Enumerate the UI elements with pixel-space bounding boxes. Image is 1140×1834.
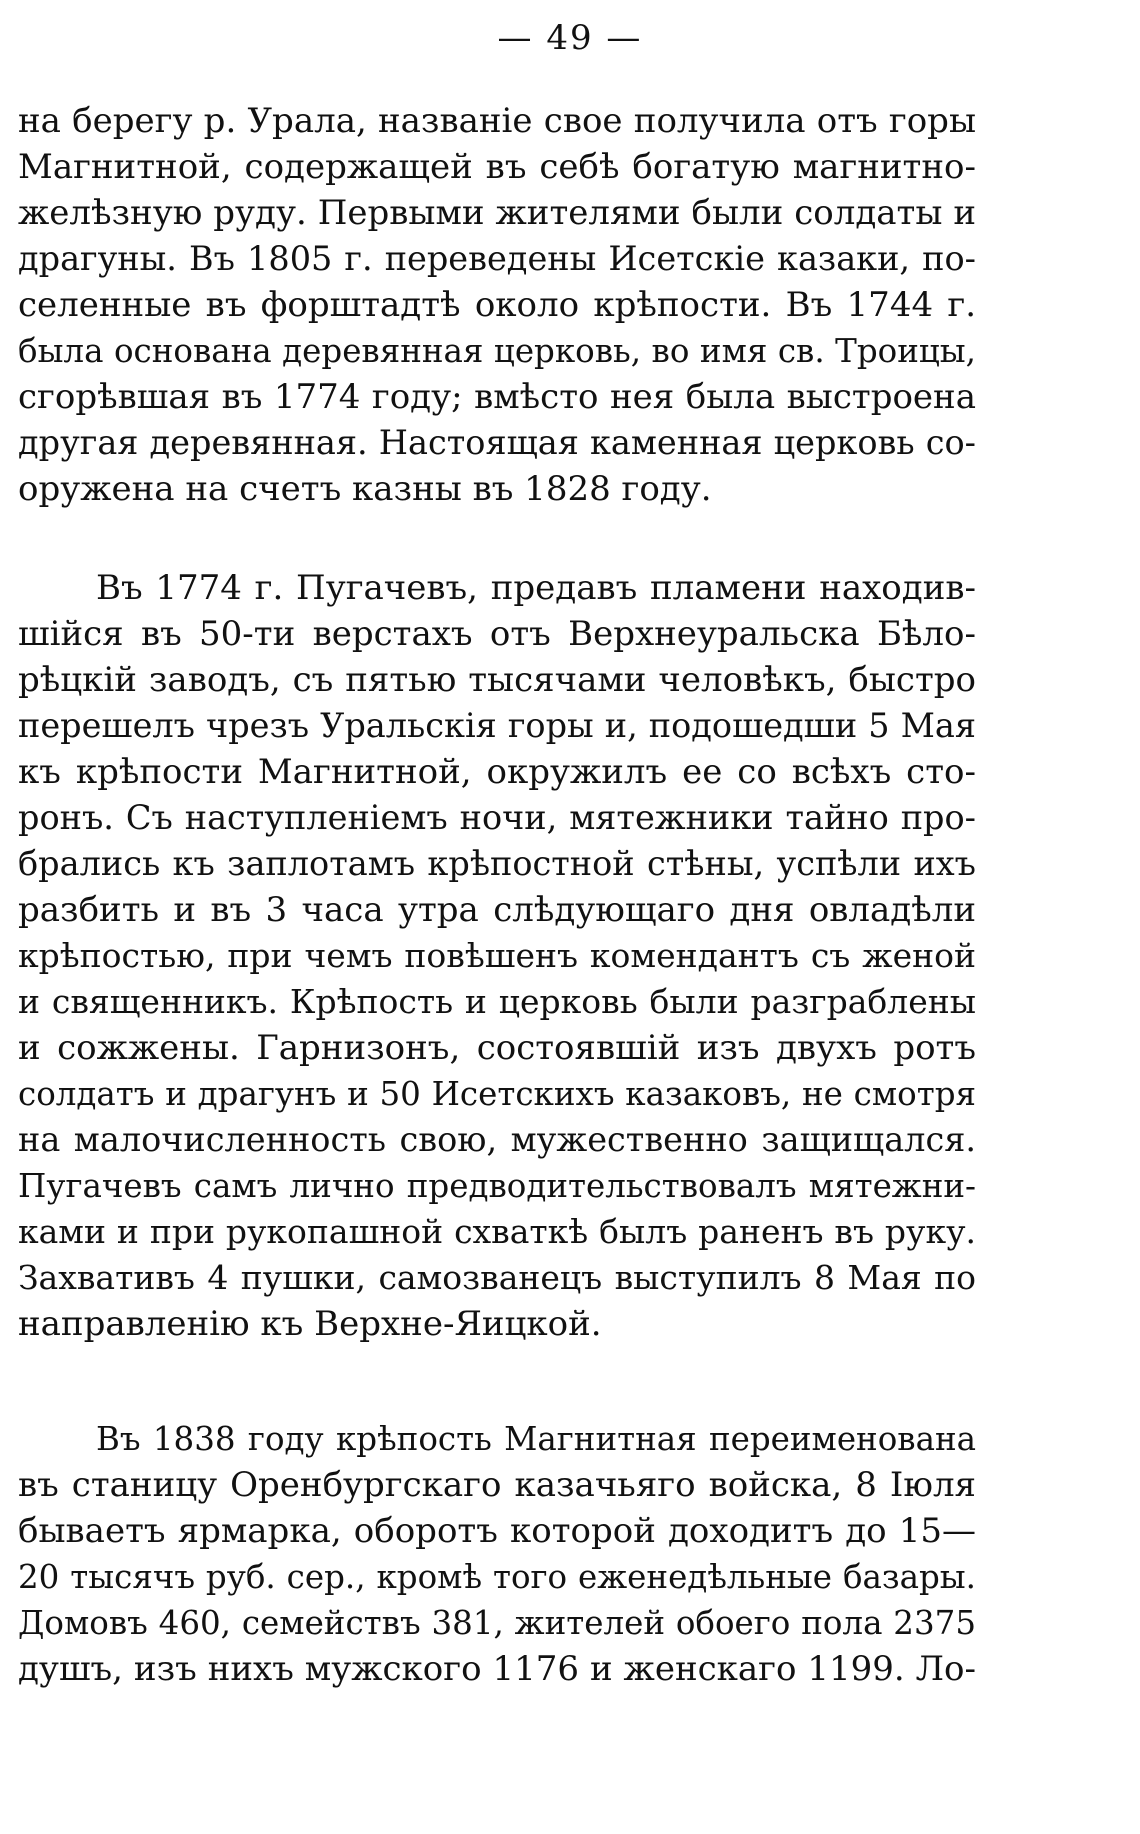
text-line: и священникъ. Крѣпость и церковь были разграблены — [18, 982, 976, 1021]
text-line: желѣзную руду. Первыми жителями были солдаты и — [18, 193, 976, 233]
text-line: другая деревянная. Настоящая каменная церковь со- — [18, 423, 976, 462]
text-line: бываетъ ярмарка, оборотъ которой доходитъ до 15— — [18, 1511, 976, 1551]
text-line: душъ, изъ нихъ мужского 1176 и женскаго 1199. Ло- — [18, 1649, 976, 1689]
text-line: ками и при рукопашной схваткѣ былъ раненъ въ руку. — [18, 1212, 976, 1251]
paragraph-1 — [18, 98, 976, 512]
text-line: шійся въ 50-ти верстахъ отъ Верхнеуральска Бѣло- — [18, 614, 976, 654]
text-line: крѣпостью, при чемъ повѣшенъ комендантъ съ женой — [18, 936, 976, 975]
text-line: драгуны. Въ 1805 г. переведены Исетскіе казаки, по- — [18, 239, 976, 278]
text-line: на малочисленность свою, мужественно защищался. — [18, 1120, 976, 1159]
text-line: брались къ заплотамъ крѣпостной стѣны, успѣли ихъ — [18, 844, 976, 883]
text-line: перешелъ чрезъ Уральскія горы и, подошедши 5 Мая — [18, 706, 976, 745]
text-line: сгорѣвшая въ 1774 году; вмѣсто нея была выстроена — [18, 377, 976, 417]
paragraph-3 — [18, 1416, 976, 1692]
paragraph-2 — [18, 565, 976, 1347]
text-line: и сожжены. Гарнизонъ, состоявшій изъ двухъ ротъ — [18, 1028, 976, 1068]
text-line: къ крѣпости Магнитной, окружилъ ее со всѣхъ сто- — [18, 752, 976, 792]
text-line: 20 тысячъ руб. сер., кромѣ того еженедѣльные базары. — [18, 1558, 976, 1596]
text-line: разбить и въ 3 часа утра слѣдующаго дня овладѣли — [18, 890, 976, 930]
text-line: Пугачевъ самъ лично предводительствовалъ мятежни- — [18, 1167, 976, 1205]
text-line: рѣцкій заводъ, съ пятью тысячами человѣкъ, быстро — [18, 660, 976, 700]
text-line: на берегу р. Урала, названіе свое получила отъ горы — [18, 101, 976, 141]
text-line: солдатъ и драгунъ и 50 Исетскихъ казаковъ, не смотря — [18, 1075, 976, 1113]
text-line: была основана деревянная церковь, во имя св. Троицы, — [18, 332, 976, 370]
page-number: — 49 — — [497, 18, 643, 58]
text-line: Въ 1838 году крѣпость Магнитная переименована — [96, 1420, 976, 1458]
text-line: Въ 1774 г. Пугачевъ, предавъ пламени находив- — [96, 568, 976, 608]
text-line: въ станицу Оренбургскаго казачьяго войска, 8 Іюля — [18, 1465, 976, 1505]
text-line: оружена на счетъ казны въ 1828 году. — [18, 469, 712, 509]
text-line: Захвативъ 4 пушки, самозванецъ выступилъ 8 Мая по — [18, 1258, 976, 1297]
text-line: Домовъ 460, семействъ 381, жителей обоего пола 2375 — [18, 1604, 976, 1642]
text-line: ронъ. Съ наступленіемъ ночи, мятежники тайно про- — [18, 798, 976, 837]
text-line: Магнитной, содержащей въ себѣ богатую магнитно- — [18, 147, 976, 187]
text-line: селенные въ форштадтѣ около крѣпости. Въ 1744 г. — [18, 285, 976, 325]
text-line: направленію къ Верхне-Яицкой. — [18, 1304, 602, 1344]
